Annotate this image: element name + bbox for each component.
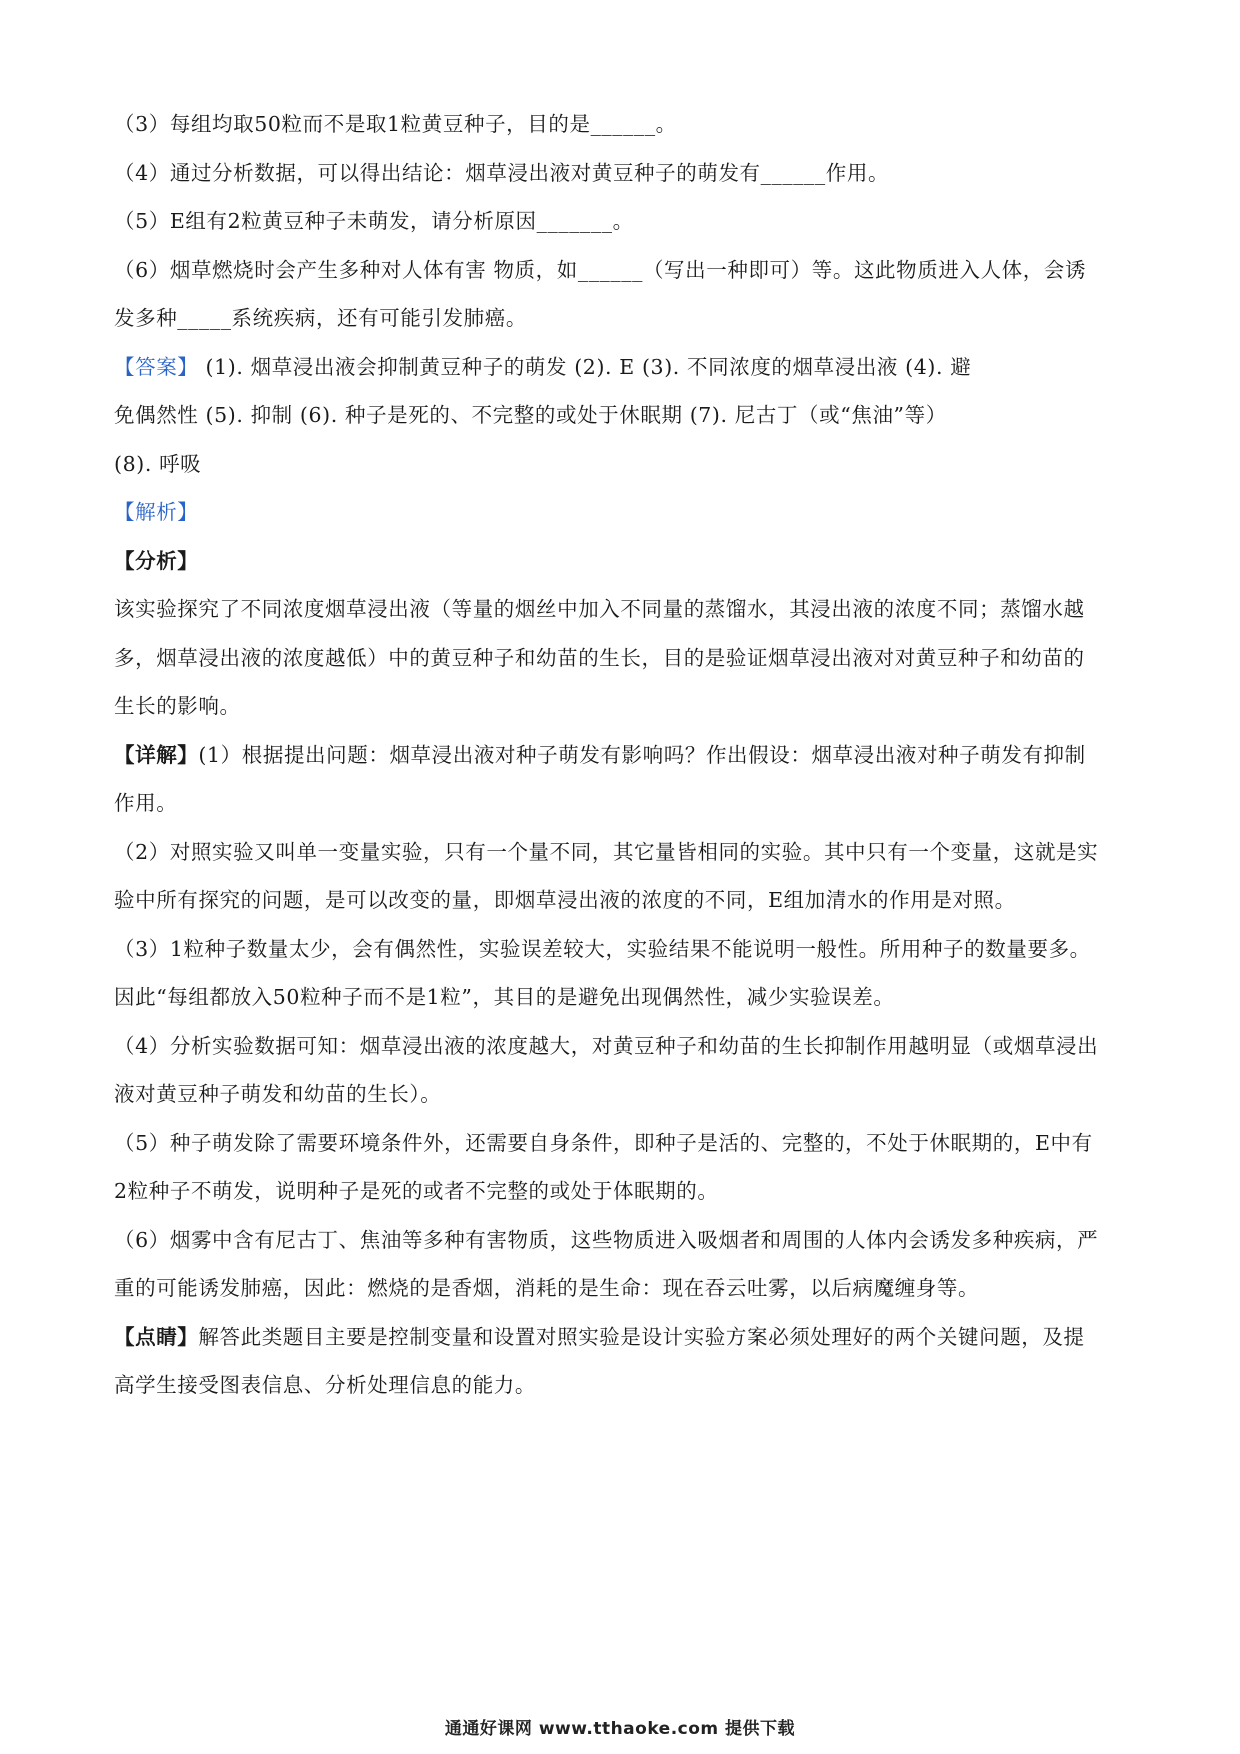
detail-q3-line-1: （3）1粒种子数量太少，会有偶然性，实验误差较大，实验结果不能说明一般性。所用种子的数量要多。: [114, 936, 1091, 961]
dianjing-text: 解答此类题目主要是控制变量和设置对照实验是设计实验方案必须处理好的两个关键问题，及提: [198, 1324, 1085, 1349]
dianjing-line-1: [114, 1313, 1130, 1362]
question-6-continued: 发多种_____系统疾病，还有可能引发肺癌。: [114, 306, 527, 330]
fenxi-text-2: 多，烟草浸出液的浓度越低）中的黄豆种子和幼苗的生长，目的是验证烟草浸出液对对黄豆种子和幼苗的: [114, 645, 1085, 670]
question-5-line: （5）E组有2粒黄豆种子未萌发，请分析原因_______。: [114, 209, 634, 233]
dianjing-label: 【点睛】: [114, 1324, 199, 1349]
detail-q4-line-2: 液对黄豆种子萌发和幼苗的生长）。: [114, 1082, 442, 1106]
detail-q5-line-2: 2粒种子不萌发，说明种子是死的或者不完整的或处于体眠期的。: [114, 1179, 719, 1203]
document-body: [114, 100, 1130, 1410]
fenxi-heading: 【分析】: [114, 548, 199, 573]
detail-label: 【详解】: [114, 742, 199, 767]
detail-q5-line-1: （5）种子萌发除了需要环境条件外，还需要自身条件，即种子是活的、完整的，不处于休眠期的，E中有: [114, 1130, 1093, 1155]
analysis-heading: 【解析】: [114, 500, 199, 524]
detail-text: (1）根据提出问题：烟草浸出液对种子萌发有影响吗？作出假设：烟草浸出液对种子萌发有抑制: [198, 742, 1086, 767]
detail-q2-line-2: 验中所有探究的问题，是可以改变的量，即烟草浸出液的浓度的不同，E组加清水的作用是对照。: [114, 888, 1016, 912]
answer-text: (1). 烟草浸出液会抑制黄豆种子的萌发 (2). E (3). 不同浓度的烟草浸出液 (4). 避: [198, 354, 972, 379]
detail-q4-line-1: （4）分析实验数据可知：烟草浸出液的浓度越大，对黄豆种子和幼苗的生长抑制作用越明显（或烟草浸出: [114, 1033, 1099, 1058]
question-3-line: （3）每组均取50粒而不是取1粒黄豆种子，目的是______。: [114, 112, 677, 136]
question-6-line: （6）烟草燃烧时会产生多种对人体有害 物质，如______（写出一种即可）等。这此物质进入人体，会诱: [114, 257, 1087, 282]
detail-q3-line-2: 因此“每组都放入50粒种子而不是1粒”，其目的是避免出现偶然性，减少实验误差。: [114, 985, 895, 1009]
detail-q6-line-1: （6）烟雾中含有尼古丁、焦油等多种有害物质，这些物质进入吸烟者和周围的人体内会诱发多种疾病，严: [114, 1227, 1099, 1252]
fenxi-text-1: 该实验探究了不同浓度烟草浸出液（等量的烟丝中加入不同量的蒸馏水，其浸出液的浓度不同；蒸馏水越: [114, 597, 1085, 621]
dianjing-line-2: 高学生接受图表信息、分析处理信息的能力。: [114, 1373, 536, 1397]
answer-line: [114, 343, 1130, 392]
question-4-line: （4）通过分析数据，可以得出结论：烟草浸出液对黄豆种子的萌发有______作用。: [114, 160, 890, 185]
answer-continued-2: (8). 呼吸: [114, 451, 202, 476]
detail-q6-line-2: 重的可能诱发肺癌，因此：燃烧的是香烟，消耗的是生命：现在吞云吐雾，以后病魔缠身等。: [114, 1276, 980, 1300]
detail-line-2: 作用。: [114, 791, 178, 815]
answer-label: 【答案】: [114, 354, 199, 379]
page-footer: 通通好课网 www.tthaoke.com 提供下载: [444, 1719, 796, 1739]
answer-continued-1: 免偶然性 (5). 抑制 (6). 种子是死的、不完整的或处于休眠期 (7). 尼古丁（或“焦油”等）: [114, 403, 947, 427]
fenxi-text-3: 生长的影响。: [114, 694, 241, 718]
detail-line-1: [114, 731, 1130, 780]
detail-q2-line-1: （2）对照实验又叫单一变量实验，只有一个量不同，其它量皆相同的实验。其中只有一个变量，这就是实: [114, 839, 1099, 864]
